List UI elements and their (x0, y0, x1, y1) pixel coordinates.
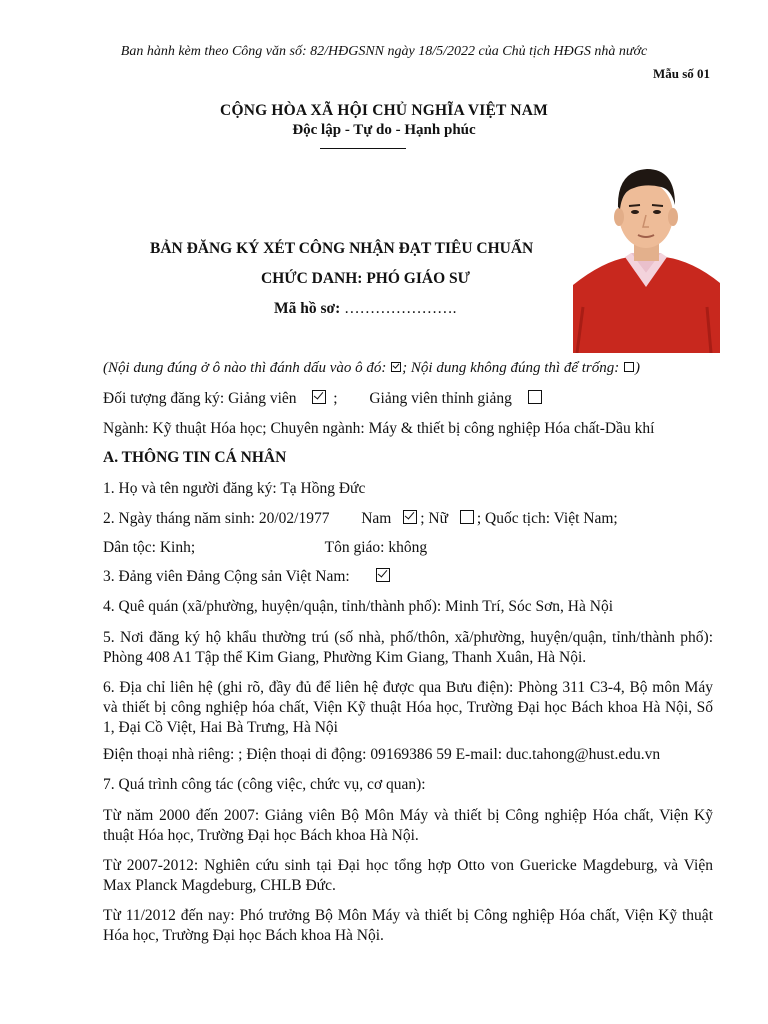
nation-motto: Độc lập - Tự do - Hạnh phúc (292, 122, 476, 138)
party-member-checkbox[interactable] (376, 568, 390, 582)
party-label: 3. Đảng viên Đảng Cộng sản Việt Nam: (103, 568, 350, 585)
party-row (103, 568, 393, 586)
form-number: Mẫu số 01 (652, 66, 710, 81)
ethnicity-row (103, 539, 427, 557)
section-a-heading: A. THÔNG TIN CÁ NHÂN (103, 449, 287, 466)
phone-email-row: Điện thoại nhà riêng: ; Điện thoại di động: 09169386 59 E-mail: duc.tahong@hust.edu.vn (103, 746, 661, 763)
applicant-type-label: Đối tượng đăng ký: Giảng viên (103, 390, 297, 407)
work-history-item: Từ năm 2000 đến 2007: Giảng viên Bộ Môn Máy và thiết bị Công nghiệp Hóa chất, Viện Kỹ thuật Hóa học, Trường Đại học Bách khoa Hà Nội. (103, 807, 713, 844)
document-title-line2: CHỨC DANH: PHÓ GIÁO SƯ (261, 270, 470, 287)
example-empty-box-icon (624, 362, 634, 372)
work-history-heading: 7. Quá trình công tác (công việc, chức vụ, cơ quan): (103, 776, 426, 793)
visiting-lecturer-checkbox[interactable] (528, 390, 542, 404)
religion: Tôn giáo: không (324, 539, 428, 556)
note-part3: ) (635, 360, 640, 376)
note-part1: (Nội dung đúng ở ô nào thì đánh dấu vào ô đó: (103, 360, 391, 376)
visiting-lecturer-label: Giảng viên thỉnh giảng (369, 390, 512, 407)
note-part2: ; Nội dung không đúng thì để trống: (402, 360, 623, 376)
birth-gender-row (103, 510, 618, 528)
dob: 2. Ngày tháng năm sinh: 20/02/1977 (103, 510, 330, 527)
work-history-item: Từ 11/2012 đến nay: Phó trưởng Bộ Môn Máy và thiết bị Công nghiệp Hóa chất, Viện Kỹ thuật Hóa học, Trường Đại học Bách khoa Hà Nội. (103, 907, 713, 944)
applicant-type-sep: ; (329, 390, 338, 407)
lecturer-checkbox[interactable] (312, 390, 326, 404)
female-checkbox[interactable] (460, 510, 474, 524)
header-note: Ban hành kèm theo Công văn số: 82/HĐGSNN ngày 18/5/2022 của Chủ tịch HĐGS nhà nước (120, 44, 648, 59)
motto-underline (320, 148, 406, 149)
hometown-row: 4. Quê quán (xã/phường, huyện/quận, tỉnh/thành phố): Minh Trí, Sóc Sơn, Hà Nội (103, 598, 614, 615)
male-label: Nam (361, 510, 392, 527)
applicant-type-row (103, 390, 545, 408)
example-checked-box-icon (391, 362, 401, 372)
female-label: ; Nữ (420, 510, 448, 527)
residence-paragraph: 5. Nơi đăng ký hộ khẩu thường trú (số nhà, phố/thôn, xã/phường, huyện/quận, tỉnh/thành phố): Phòng 408 A1 Tập thể Kim Giang, Phường Kim Giang, Thanh Xuân, Hà Nội. (103, 629, 713, 666)
dossier-code-value: …………………. (340, 300, 457, 317)
nation-name: CỘNG HÒA XÃ HỘI CHỦ NGHĨA VIỆT NAM (220, 102, 548, 119)
field-row: Ngành: Kỹ thuật Hóa học; Chuyên ngành: Máy & thiết bị công nghiệp Hóa chất-Dầu khí (103, 420, 655, 437)
contact-address-paragraph: 6. Địa chỉ liên hệ (ghi rõ, đầy đủ để liên hệ được qua Bưu điện): Phòng 311 C3-4, Bộ môn Máy và thiết bị công nghiệp hóa chất, Viện Kỹ thuật Hóa học, Trường Đại học Bách khoa Hà Nội, Số 1, Đại Cồ Việt, Hai Bà Trưng, Hà Nội (103, 679, 713, 736)
nationality: ; Quốc tịch: Việt Nam; (476, 510, 618, 527)
ethnicity: Dân tộc: Kinh; (103, 539, 196, 556)
document-title-line1: BẢN ĐĂNG KÝ XÉT CÔNG NHẬN ĐẠT TIÊU CHUẨN (150, 240, 534, 257)
portrait-photo (573, 157, 720, 353)
dossier-code-label: Mã hồ sơ: (274, 300, 341, 317)
dossier-code (274, 300, 457, 318)
work-history-item: Từ 2007-2012: Nghiên cứu sinh tại Đại học tổng hợp Otto von Guericke Magdeburg, và Viện Max Planck Magdeburg, CHLB Đức. (103, 857, 713, 894)
male-checkbox[interactable] (403, 510, 417, 524)
full-name-row: 1. Họ và tên người đăng ký: Tạ Hồng Đức (103, 480, 366, 497)
instruction-note (103, 360, 640, 377)
